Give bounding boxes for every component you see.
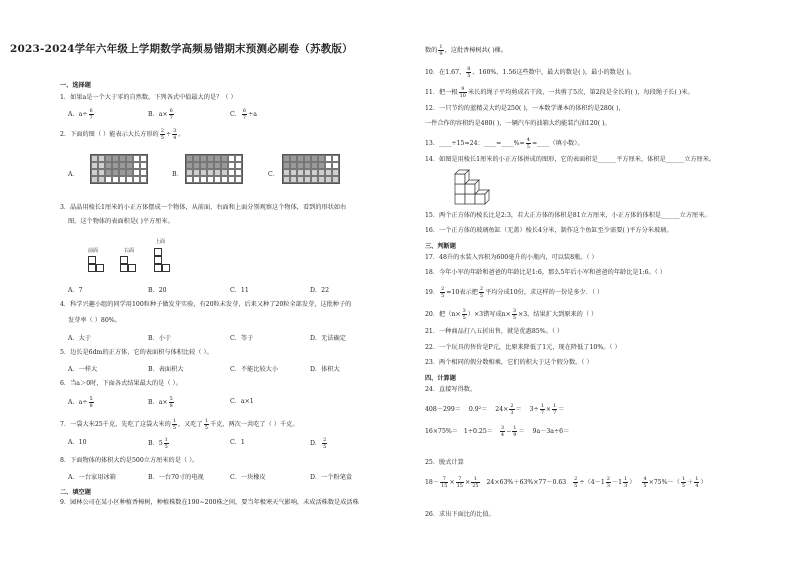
q5-option-c: C．不能比较大小 bbox=[230, 366, 279, 373]
q3-option-a: A．7 bbox=[68, 287, 83, 294]
q8-option-a: A．一台家用冰箱 bbox=[68, 474, 116, 481]
question-12-line1: 12．一只节约的蓝精灵大约是250( )，一本数学课本的体积约是280( )， bbox=[425, 105, 625, 112]
question-1: 1．如果a是一个大于零的自然数，下列各式中值最大的是？（ ） bbox=[60, 94, 237, 101]
q8-option-d: D．一个粉笔盒 bbox=[310, 474, 353, 481]
view-top-label: 上面 bbox=[155, 239, 166, 245]
question-4-line2: 发芽率（ ）80%。 bbox=[68, 317, 121, 324]
question-8: 8．下面物体的体积大约是500立方厘米的是（ ）。 bbox=[60, 457, 199, 464]
question-16: 16．一个正方体的玻璃鱼缸（无盖）棱长4分米，制作这个鱼缸至少需要( )平方分米玻璃。 bbox=[425, 227, 673, 234]
q7-option-a: A．10 bbox=[68, 439, 87, 446]
q5-option-d: D．体积大 bbox=[310, 366, 340, 373]
question-5: 5．边长是6dm的正方体，它的表面积与体积比较（ ）。 bbox=[60, 349, 213, 356]
q4-option-b: B．小于 bbox=[148, 335, 172, 342]
q1-option-c: C． $\frac{6}{7}$ ÷a bbox=[230, 108, 257, 121]
question-13: 13．____÷15=24：____=____%= $\frac{4}{5}$ =____（填小数）。 bbox=[425, 137, 584, 150]
q6-option-b: B．a× $\frac{5}{8}$ bbox=[148, 396, 173, 409]
question-9: 9．园林公司在某小区种植香樟树，种植株数在190~200株之间，要当年极寒天气影响，未成活株数是成活株 bbox=[60, 499, 359, 506]
question-10: 10．在1.67、 $\frac{8}{5}$ 、160%、1.56这些数中，最大的数是( )，最小的数是( )。 bbox=[425, 66, 636, 79]
q2-grid-b bbox=[185, 154, 243, 184]
q3-option-b: B．20 bbox=[148, 287, 167, 294]
right-column bbox=[425, 0, 785, 562]
question-24: 24．直接写得数。 bbox=[425, 386, 477, 393]
section-fill: 二、填空题 bbox=[60, 489, 91, 496]
q3-option-d: D．22 bbox=[310, 287, 330, 294]
q8-option-c: C．一块橡皮 bbox=[230, 474, 266, 481]
q8-option-b: B．一台70寸的电视 bbox=[148, 474, 204, 481]
question-12-line2: 一件合作的容积约是480( )，一辆汽车的油箱大约能装汽油120( )。 bbox=[425, 120, 611, 127]
left-column bbox=[60, 0, 420, 562]
q5-option-a: A．一样大 bbox=[68, 366, 98, 373]
view-right-label: 右面 bbox=[124, 248, 135, 254]
q7-option-d: D． $\frac{2}{5}$ bbox=[310, 437, 327, 450]
view-front-label: 前面 bbox=[88, 248, 99, 254]
question-21: 21．一种商品打八五折出售，就是优惠85%。（ ） bbox=[425, 328, 564, 335]
q6-option-a: A．a÷ $\frac{5}{8}$ bbox=[68, 396, 93, 409]
page-title: 2023-2024学年六年级上学期数学高频易错期末预测必刷卷（苏教版） bbox=[10, 43, 353, 55]
section-judge: 三、判断题 bbox=[425, 243, 456, 250]
calc-row-3: 18－ $\frac{7}{15}$ × $\frac{7}{15}$ × $\frac{1}{25}$ 24×63%＋63%×77－0.63 $\frac{2}{5}$ ÷（4－1 $\frac{2}{3}$ －1 $\frac{1}{3}$ ） $\frac{4}{5}$ ×75%－（ $\frac{1}{5}$ ＋ $\frac{1}{4}$ ） bbox=[425, 476, 707, 489]
q3-option-c: C．11 bbox=[230, 287, 249, 294]
q2-option-b: B． bbox=[172, 171, 183, 178]
q2-option-c: C． bbox=[268, 171, 279, 178]
question-23: 23．两个相同的假分数相乘，它们的积大于这个假分数。（ ） bbox=[425, 359, 593, 366]
section-calc: 四、计算题 bbox=[425, 375, 456, 382]
question-18: 18．今年小军的年龄和爸爸的年龄比是1:6，那么5年后小军和爸爸的年龄比是1:6。（ ） bbox=[425, 269, 666, 276]
q4-option-a: A．大于 bbox=[68, 335, 92, 342]
calc-row-1: 408－299＝ 0.9²＝ 24× $\frac{2}{3}$ ＝ 3÷ $\frac{1}{7}$ × $\frac{1}{7}$ ＝ bbox=[425, 403, 565, 416]
q2-grid-a bbox=[90, 154, 148, 184]
question-6: 6．当a＞0时，下面各式结果最大的是（ ）。 bbox=[60, 380, 182, 387]
question-25: 25．脱式计算 bbox=[425, 459, 464, 466]
question-14: 14．如图是用棱长1厘米的小正方体拼成的图形，它的表面积是______平方厘米，体积是______立方厘米。 bbox=[425, 156, 716, 163]
section-choice: 一、选择题 bbox=[60, 82, 91, 89]
q5-option-b: B．表面积大 bbox=[148, 366, 184, 373]
q1-option-a: A．a÷ $\frac{6}{7}$ bbox=[68, 108, 93, 121]
question-3-line2: 图。这个物体的表面积是( )平方厘米。 bbox=[68, 218, 174, 225]
question-9-continued: 数的 $\frac{1}{9}$ ，这批香樟树共( )棵。 bbox=[425, 44, 508, 57]
q7-option-c: C．1 bbox=[230, 439, 245, 446]
q1-option-b: B．a× $\frac{6}{7}$ bbox=[148, 108, 173, 121]
question-11: 11．把一根 $\frac{9}{10}$ 米长的绳子平均剪成若干段，一共剪了5次，第2段是全长的( )，每段绳子长( )米。 bbox=[425, 86, 694, 99]
question-7: 7．一袋大米25千克，先吃了这袋大米的 $\frac{1}{5}$ ，又吃了 $\frac{1}{5}$ 千克，两次一共吃了（ ）千克。 bbox=[60, 418, 299, 431]
question-19: 19． $\frac{2}{5}$ =10表示把 $\frac{2}{5}$ 平均分成10份，求这样的一份是多少．（ ） bbox=[425, 286, 604, 299]
question-22: 22．一个玩具的售价是P元，比原来降低了1元，现在降低了10%。（ ） bbox=[425, 344, 621, 351]
question-15: 15．两个正方体的棱长比是2:3，若大正方体的体积是81立方厘米，小正方体的体积是______立方厘米。 bbox=[425, 212, 711, 219]
q4-option-d: D．无法确定 bbox=[310, 335, 346, 342]
calc-row-2: 16×75%＝ 1÷0.25＝ $\frac{3}{4}$ − $\frac{1}{9}$ ＝ 9a－3a÷6＝ bbox=[425, 425, 570, 438]
q2-grid-c bbox=[282, 154, 340, 184]
q14-cube-figure bbox=[453, 168, 505, 206]
question-3-line1: 3．晶晶用棱长1厘米的小正方体摆成一个物体，从前面、右面和上面分别观察这个物体，看到的形状如右 bbox=[60, 204, 347, 211]
question-20: 20．把（n× $\frac{3}{5}$ ）×3错写成n× $\frac{3}{5}$ ×3，结果扩大到原来的（ ） bbox=[425, 308, 598, 321]
q7-option-b: B．5 $\frac{1}{5}$ bbox=[148, 437, 168, 450]
question-2: 2．下面的图（ ）能表示大长方形的 $\frac{2}{5}$ ÷ $\frac{3}{4}$ 。 bbox=[60, 128, 185, 141]
question-17: 17．48升的水装入容积为600毫升的小瓶内，可以装8瓶。（ ） bbox=[425, 254, 598, 261]
q6-option-c: C．a×1 bbox=[230, 398, 254, 405]
question-26: 26．求出下面比的比值。 bbox=[425, 511, 495, 518]
q4-option-c: C．等于 bbox=[230, 335, 254, 342]
question-4-line1: 4．科学兴趣小组的同学用100粒种子做发芽实验，有20粒未发芽，后来又种了20粒全部发芽，这批种子的 bbox=[60, 301, 352, 308]
q2-option-a: A． bbox=[68, 171, 79, 178]
